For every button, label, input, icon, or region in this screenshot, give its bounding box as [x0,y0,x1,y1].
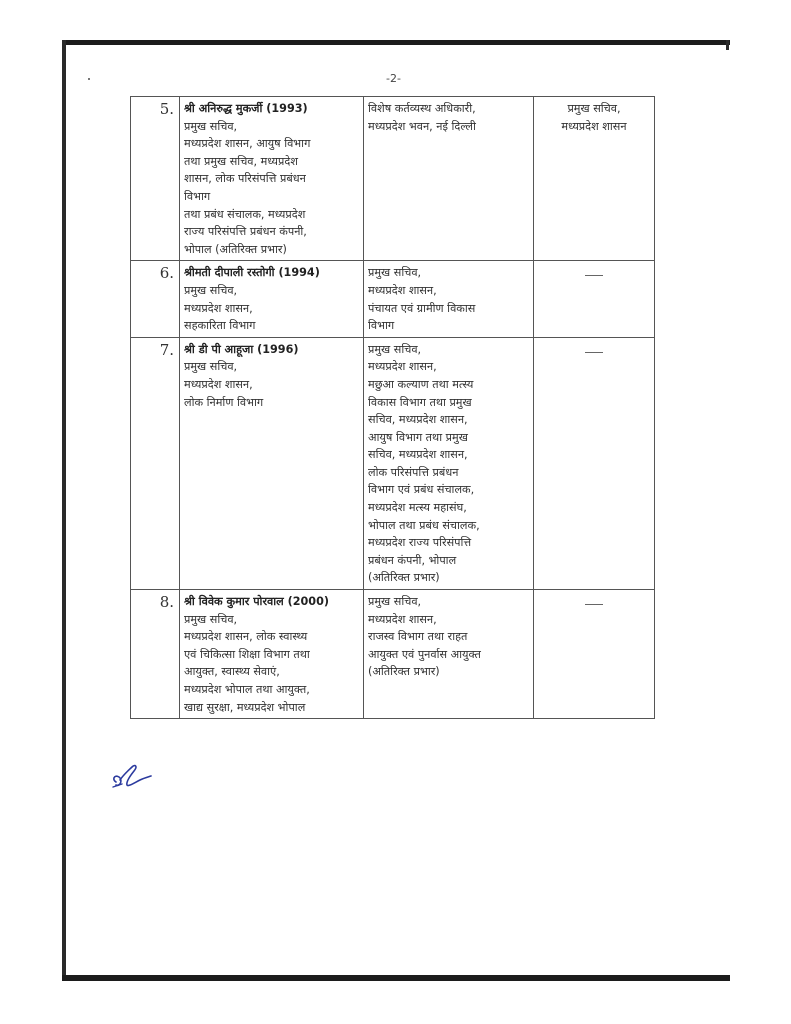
serial-number: 5. [131,97,180,261]
current-post-line: एवं चिकित्सा शिक्षा विभाग तथा [184,647,310,661]
serial-number: 8. [131,590,180,719]
remark-cell [534,590,655,719]
current-post-line: प्रमुख सचिव, [184,360,238,374]
new-posting-line: आयुष विभाग तथा प्रमुख [368,430,468,444]
officer-name: श्री डी पी आहूजा (1996) [184,342,299,356]
new-posting-line: भोपाल तथा प्रबंध संचालक, [368,518,480,532]
current-post-line: मध्यप्रदेश शासन, लोक स्वास्थ्य [184,630,308,644]
new-posting-line: आयुक्त एवं पुनर्वास आयुक्त [368,647,481,661]
current-post-line: सहकारिता विभाग [184,319,256,333]
empty-remark-dash [585,275,603,276]
current-post-line: शासन, लोक परिसंपत्ति प्रबंधन [184,172,306,186]
current-post-line: प्रमुख सचिव, [184,612,238,626]
new-posting-line: सचिव, मध्यप्रदेश शासन, [368,448,468,462]
serial-number: 6. [131,261,180,337]
officer-name: श्री विवेक कुमार पोरवाल (2000) [184,595,329,609]
new-posting-line: विशेष कर्तव्यस्थ अधिकारी, [368,102,476,115]
new-posting-line: सचिव, मध्यप्रदेश शासन, [368,413,468,427]
current-post-line: भोपाल (अतिरिक्त प्रभार) [184,242,287,256]
new-posting-cell [364,97,534,261]
new-posting-line: प्रबंधन कंपनी, भोपाल [368,553,457,567]
new-posting-line: प्रमुख सचिव, [368,266,422,280]
remark-cell [534,337,655,589]
table-row [131,97,655,261]
current-post-line: प्रमुख सचिव, [184,283,238,297]
officer-cell [180,261,364,337]
new-posting-line: मध्यप्रदेश भवन, नई दिल्ली [368,119,476,133]
new-posting-line: (अतिरिक्त प्रभार) [368,571,440,585]
current-post-line: लोक निर्माण विभाग [184,395,264,409]
remark-cell [534,97,655,261]
remark-line: मध्यप्रदेश शासन [561,119,627,133]
new-posting-cell [364,590,534,719]
new-posting-line: पंचायत एवं ग्रामीण विकास [368,301,476,315]
new-posting-line: मध्यप्रदेश शासन, [368,360,437,374]
current-post-line: मध्यप्रदेश शासन, आयुष विभाग [184,137,311,151]
scan-edge-bottom [62,975,730,981]
current-post-line: प्रमुख सचिव, [184,119,238,133]
new-posting-cell [364,337,534,589]
current-post-line: तथा प्रबंध संचालक, मध्यप्रदेश [184,207,306,221]
empty-remark-dash [585,352,603,353]
scan-edge-top [62,40,730,45]
scan-speck [88,78,90,80]
new-posting-line: लोक परिसंपत्ति प्रबंधन [368,465,459,479]
current-post-line: मध्यप्रदेश शासन, [184,301,253,315]
current-post-line: खाद्य सुरक्षा, मध्यप्रदेश भोपाल [184,700,306,714]
signature-initials-icon [110,760,154,794]
new-posting-line: मध्यप्रदेश राज्य परिसंपत्ति [368,536,472,550]
current-post-line: आयुक्त, स्वास्थ्य सेवाएं, [184,665,280,679]
officer-cell [180,337,364,589]
new-posting-line: राजस्व विभाग तथा राहत [368,630,468,644]
table-row [131,590,655,719]
remark-cell [534,261,655,337]
new-posting-line: विभाग [368,319,395,333]
officer-transfer-table [130,96,655,719]
new-posting-line: प्रमुख सचिव, [368,342,422,356]
new-posting-line: मध्यप्रदेश मत्स्य महासंघ, [368,501,467,515]
new-posting-line: मध्यप्रदेश शासन, [368,612,437,626]
new-posting-line: मध्यप्रदेश शासन, [368,283,437,297]
new-posting-line: (अतिरिक्त प्रभार) [368,665,440,679]
scan-edge-left [62,40,66,980]
new-posting-line: विभाग एवं प्रबंध संचालक, [368,483,475,497]
current-post-line: मध्यप्रदेश शासन, [184,377,253,391]
new-posting-cell [364,261,534,337]
table-body [131,97,655,719]
officer-cell [180,97,364,261]
current-post-line: मध्यप्रदेश भोपाल तथा आयुक्त, [184,683,310,696]
table-row [131,337,655,589]
scan-edge-right [726,40,729,50]
current-post-line: विभाग [184,189,211,203]
officer-cell [180,590,364,719]
empty-remark-dash [585,604,603,605]
current-post-line: तथा प्रमुख सचिव, मध्यप्रदेश [184,154,298,168]
new-posting-line: विकास विभाग तथा प्रमुख [368,395,472,409]
serial-number: 7. [131,337,180,589]
remark-line: प्रमुख सचिव, [567,102,621,115]
page-number: -2- [386,72,401,85]
new-posting-line: प्रमुख सचिव, [368,595,422,609]
officer-name: श्रीमती दीपाली रस्तोगी (1994) [184,266,320,280]
officer-name: श्री अनिरुद्ध मुकर्जी (1993) [184,102,308,115]
table-row [131,261,655,337]
new-posting-line: मछुआ कल्याण तथा मत्स्य [368,377,474,391]
current-post-line: राज्य परिसंपत्ति प्रबंधन कंपनी, [184,225,307,239]
